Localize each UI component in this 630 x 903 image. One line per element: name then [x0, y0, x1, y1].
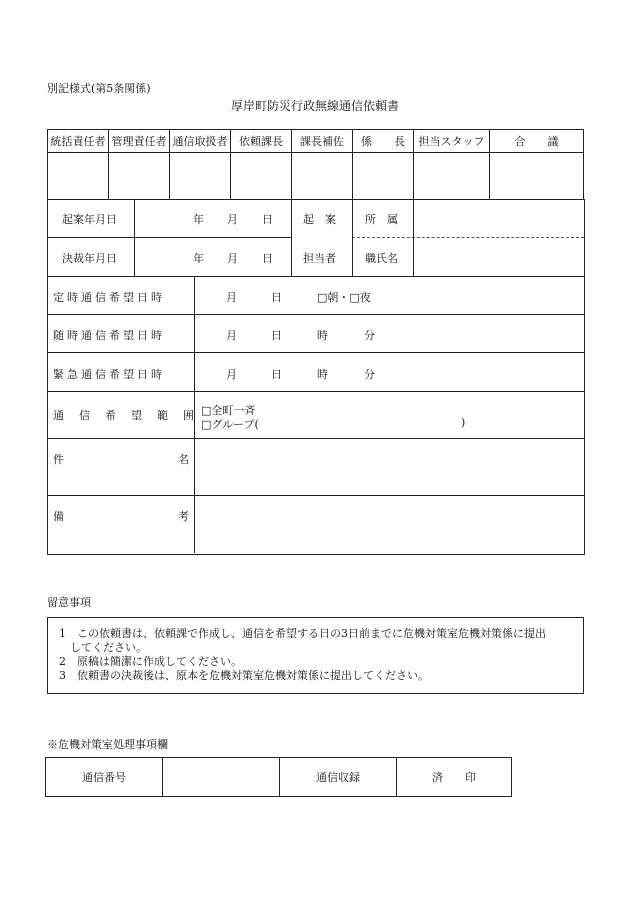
note-item: 1 この依頼書は、依頼課で作成し、通信を希望する日の3日前までに危機対策室危機対策係に提出 — [59, 627, 546, 640]
role-header: 通信取扱者 — [170, 130, 231, 153]
notes-box — [47, 617, 584, 694]
subject-label: 件 — [53, 453, 64, 466]
adhoc-datetime-label: 随時通信希望日時 — [53, 329, 165, 342]
subject-field[interactable] — [195, 439, 583, 495]
role-header: 課長補佐 — [292, 130, 353, 153]
seal-box[interactable] — [109, 153, 170, 200]
comm-number-label: 通信番号 — [46, 758, 163, 797]
emergency-datetime-label: 緊急通信希望日時 — [53, 368, 165, 381]
seal-box[interactable] — [292, 153, 353, 200]
regular-datetime-label: 定時通信希望日時 — [53, 291, 165, 304]
seal-box[interactable] — [353, 153, 414, 200]
comm-number-field[interactable] — [163, 758, 280, 797]
range-all-option[interactable]: □全町一斉 — [201, 404, 256, 417]
note-item: 3 依頼書の決裁後は、原本を危機対策室危機対策係に提出してください。 — [59, 669, 429, 682]
role-header: 依頼課長 — [231, 130, 292, 153]
role-header: 合 議 — [490, 130, 584, 153]
form-title: 厚岸町防災行政無線通信依頼書 — [231, 99, 400, 113]
draft-date-label: 起案年月日 — [62, 213, 117, 226]
regular-time-options[interactable]: □朝・□夜 — [317, 291, 371, 304]
seal-box[interactable] — [231, 153, 292, 200]
seal-box[interactable] — [48, 153, 109, 200]
office-processing-table — [45, 757, 512, 797]
job-name-label: 職氏名 — [365, 252, 398, 265]
department-label: 所 属 — [365, 213, 398, 226]
office-heading: ※危機対策室処理事項欄 — [47, 738, 168, 751]
range-label: 通信希望範囲 — [53, 409, 209, 422]
form-reference: 別記様式(第5条関係) — [47, 82, 151, 95]
range-group-option[interactable]: □グループ( — [201, 418, 259, 431]
drafter-label: 起 案 — [303, 213, 336, 226]
comm-record-label: 通信収録 — [280, 758, 397, 797]
role-header: 担当スタッフ — [414, 130, 490, 153]
role-header: 統括責任者 — [48, 130, 109, 153]
form-page: 別記様式(第5条関係) 厚岸町防災行政無線通信依頼書 統括責任者 管理責任者 通信取扱者 依頼課長 課長補佐 係 長 担当スタッフ 合 議 起案年月日 年 月 日 決裁年月日 年 月 日 起 案 担当者 所 属 職氏名 定時通信希望日時 月 日 □朝・□夜 随時通信希望日時 月 日 時 分 緊急通信希望日時 月 日 時 分 通信希望範囲 □全町一斉 □グループ( ) 件 名 備 考 留意事項 1 この依頼書は、依頼課で作成し、通信を希望する日の3日前までに危機対策室危機対策係に提出 してください。 2 原稿は簡潔に作成してください。 3 依頼書の決裁後は、原本を危機対策室危機対策係に提出してください。 ※危機対策室処理事項欄 通信番号 通信収録 済 印 — [0, 0, 630, 903]
approval-table — [47, 129, 584, 200]
role-header: 係 長 — [353, 130, 414, 153]
note-item: してください。 — [59, 641, 147, 654]
remarks-label: 備 — [53, 510, 64, 523]
seal-label: 済 印 — [397, 758, 512, 797]
seal-box[interactable] — [170, 153, 231, 200]
notes-heading: 留意事項 — [47, 596, 91, 609]
seal-box[interactable] — [414, 153, 490, 200]
remarks-field[interactable] — [195, 496, 583, 552]
seal-box[interactable] — [490, 153, 584, 200]
decision-date-label: 決裁年月日 — [62, 252, 117, 265]
assignee-label: 担当者 — [303, 252, 336, 265]
note-item: 2 原稿は簡潔に作成してください。 — [59, 655, 242, 668]
role-header: 管理責任者 — [109, 130, 170, 153]
